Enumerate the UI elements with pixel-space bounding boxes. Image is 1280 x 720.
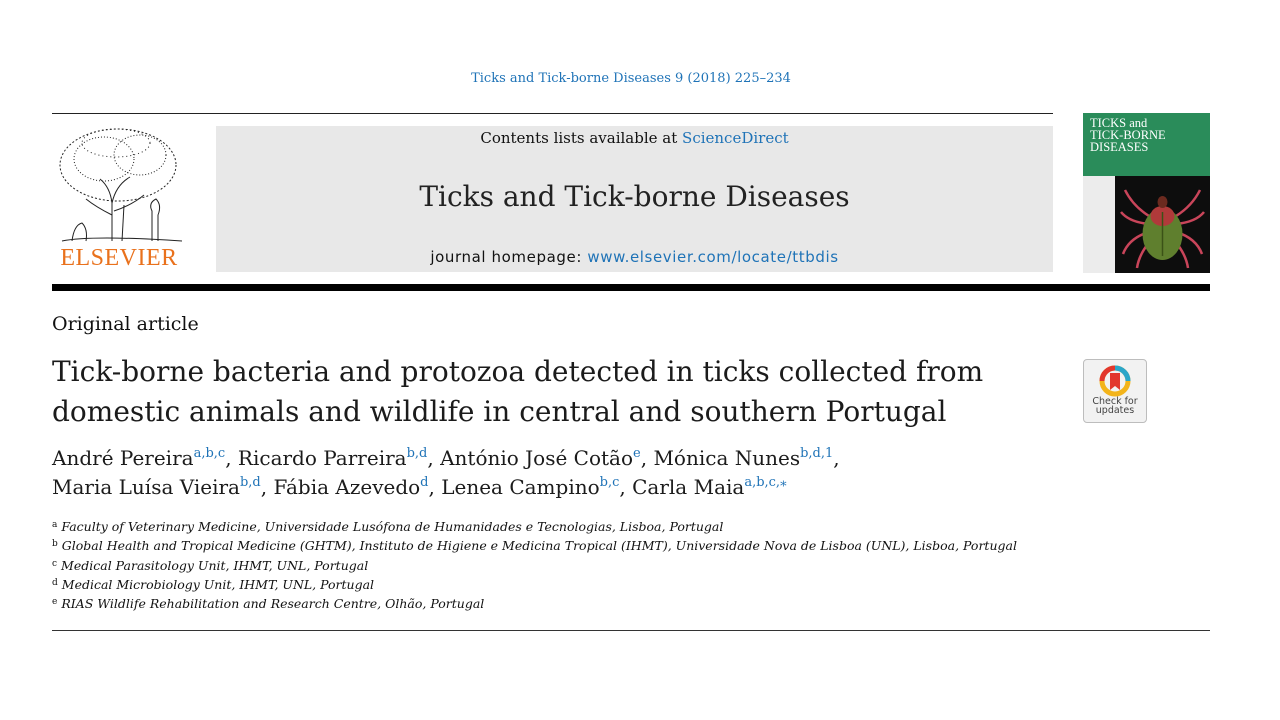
affiliation-item	[52, 556, 1017, 575]
affiliation-key: a	[52, 520, 58, 530]
affiliation-list	[52, 517, 1017, 613]
affiliation-item	[52, 517, 1017, 536]
author-separator: ,	[619, 475, 633, 499]
author-list	[52, 444, 1152, 502]
header-top-rule	[52, 113, 1053, 114]
affiliation-text: Medical Parasitology Unit, IHMT, UNL, Portugal	[61, 557, 369, 573]
cover-title	[1090, 117, 1166, 153]
section-divider	[52, 630, 1210, 631]
affiliation-item	[52, 594, 1017, 613]
elsevier-tree-icon	[52, 125, 186, 243]
journal-cover-thumbnail[interactable]	[1083, 113, 1210, 273]
author-name[interactable]: António José Cotão	[440, 446, 634, 470]
author-affiliation-sup[interactable]: a,b,c	[193, 446, 226, 461]
contents-line	[216, 129, 1053, 147]
author-name[interactable]: Ricardo Parreira	[237, 446, 407, 470]
author-name[interactable]: André Pereira	[52, 446, 194, 470]
cover-tick-image	[1115, 176, 1210, 273]
author-separator: ,	[428, 475, 442, 499]
author-name[interactable]: Carla Maia	[632, 475, 745, 499]
author-name[interactable]: Mónica Nunes	[653, 446, 801, 470]
author-affiliation-sup[interactable]: b,c	[599, 475, 620, 490]
sciencedirect-link[interactable]: ScienceDirect	[682, 129, 789, 147]
journal-banner	[216, 126, 1053, 272]
author-affiliation-sup[interactable]: b,d	[406, 446, 428, 461]
author-separator: ,	[225, 446, 238, 470]
affiliation-key: c	[52, 558, 58, 569]
elsevier-logo[interactable]	[52, 125, 186, 275]
crossmark-label	[1084, 397, 1146, 415]
tick-icon	[1115, 176, 1210, 273]
author-affiliation-sup[interactable]: b,d	[239, 475, 261, 490]
author-affiliation-sup[interactable]: d	[420, 475, 429, 490]
article-type: Original article	[52, 313, 199, 335]
cover-contents-strip	[1083, 176, 1115, 273]
journal-title: Ticks and Tick-borne Diseases	[419, 180, 850, 213]
author-separator: ,	[640, 446, 654, 470]
affiliation-key: b	[52, 539, 58, 550]
affiliation-item	[52, 536, 1017, 555]
cover-title-line2: TICK-BORNE	[1090, 128, 1166, 142]
homepage-line	[216, 248, 1053, 266]
homepage-prefix: journal homepage:	[430, 248, 588, 266]
check-for-updates-button[interactable]	[1083, 359, 1147, 423]
journal-citation[interactable]	[0, 71, 1262, 86]
article-title: Tick-borne bacteria and protozoa detected in ticks collected from domestic animals and wildlife in central and southern Portugal	[52, 355, 984, 428]
author-affiliation-sup[interactable]: a,b,c,⁎	[744, 475, 787, 490]
affiliation-text: Medical Microbiology Unit, IHMT, UNL, Portugal	[61, 576, 375, 592]
author-affiliation-sup[interactable]: e	[633, 446, 641, 461]
affiliation-text: RIAS Wildlife Rehabilitation and Research Centre, Olhão, Portugal	[61, 596, 485, 612]
elsevier-wordmark: ELSEVIER	[60, 245, 178, 271]
affiliation-item	[52, 575, 1017, 594]
contents-prefix: Contents lists available at	[480, 129, 683, 147]
author-separator: ,	[260, 475, 274, 499]
crossmark-line1: Check for	[1092, 396, 1138, 407]
author-name[interactable]: Maria Luísa Vieira	[52, 475, 240, 499]
header-thick-rule	[52, 284, 1210, 291]
author-separator: ,	[833, 446, 840, 470]
crossmark-line2: updates	[1095, 405, 1135, 416]
crossmark-icon	[1097, 364, 1133, 400]
affiliation-text: Global Health and Tropical Medicine (GHTM), Instituto de Higiene e Medicina Tropical (IHMT), Universidade Nova de Lisboa (UNL), Lisboa, Portugal	[61, 538, 1017, 554]
cover-title-line3: DISEASES	[1090, 140, 1149, 154]
affiliation-key: d	[52, 577, 58, 588]
author-separator: ,	[427, 446, 441, 470]
affiliation-key: e	[52, 597, 58, 608]
citation-link[interactable]: Ticks and Tick-borne Diseases 9 (2018) 225–234	[471, 71, 791, 86]
homepage-link[interactable]: www.elsevier.com/locate/ttbdis	[587, 248, 839, 266]
author-name[interactable]: Lenea Campino	[441, 475, 600, 499]
cover-title-line1: TICKS and	[1090, 116, 1148, 130]
affiliation-text: Faculty of Veterinary Medicine, Universidade Lusófona de Humanidades e Tecnologias, Lisboa, Portugal	[61, 519, 724, 534]
author-name[interactable]: Fábia Azevedo	[273, 475, 421, 499]
author-affiliation-sup[interactable]: b,d,1	[800, 446, 834, 461]
